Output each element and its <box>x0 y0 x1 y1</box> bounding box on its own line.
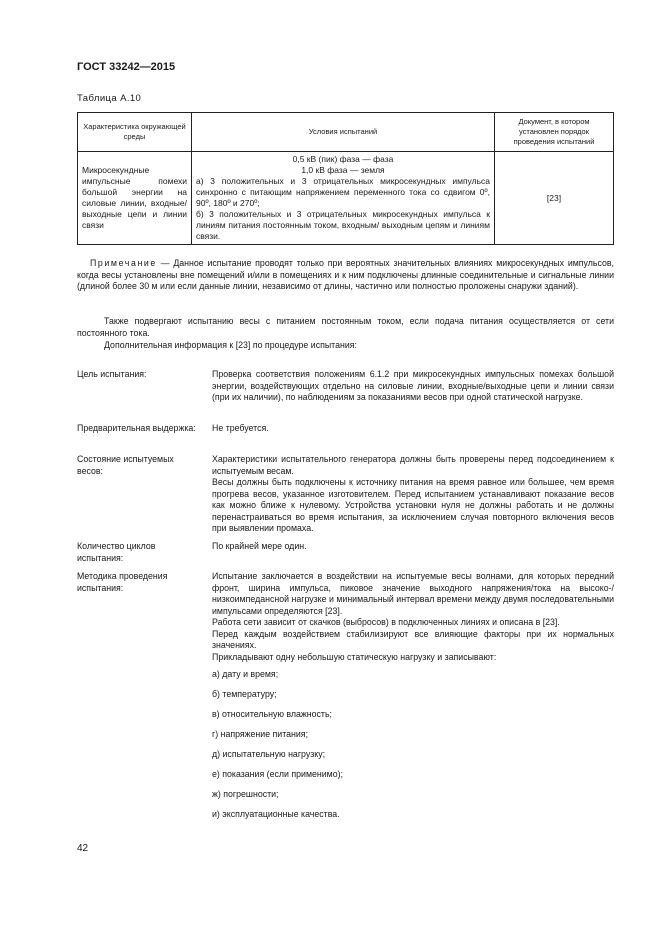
list-item: е) показания (если применимо); <box>212 769 343 779</box>
note-text: — Данное испытание проводят только при вероятных значительных влияниях микросекундных импульсов, когда весы установлены вне помещений и/или в помещениях и к ним подключены длинные соединительные и сигнальные линии (длиной более 30 м или если данные линии, независимо от длины, частично или полностью проложены снаружи зданий). <box>77 258 614 291</box>
note <box>77 258 614 293</box>
list-item: а) дату и время; <box>212 669 279 679</box>
paragraph-additional-info: Дополнительная информация к [23] по процедуре испытания: <box>104 340 357 350</box>
method-text-2: Работа сети зависит от скачков (выбросов) в подключенных линиях и описана в [23]. <box>212 617 560 627</box>
cell-characteristic: Микросекундные импульсные помехи большой энергии на силовые линии, входные/выходные цепи и линии связи <box>78 152 192 245</box>
method-text-1: Испытание заключается в воздействии на испытуемые весы волнами, для которых передний фронт, ширина импульса, пиковое значение выходного напряжения/тока на высоко-/низкоимпедансной нагрузке и минимальный интервал времени между двумя последовательными импульсами определяются [23]. <box>212 571 614 616</box>
cell-conditions <box>192 152 495 245</box>
table-row <box>78 152 614 245</box>
note-label: Примечание <box>90 258 157 268</box>
cycles-label: Количество циклов испытания: <box>77 541 156 563</box>
cell-document: [23] <box>495 152 614 245</box>
method-text <box>212 571 614 663</box>
cond-line1: 0,5 кВ (пик) фаза — фаза <box>292 154 394 164</box>
method-label: Методика проведения испытания: <box>77 571 168 593</box>
list-item: в) относительную влажность; <box>212 709 332 719</box>
precondition-label: Предварительная выдержка: <box>77 423 196 433</box>
table-caption: Таблица А.10 <box>77 93 142 104</box>
method-text-3: Перед каждым воздействием стабилизируют все влияющие факторы при их нормальных значениях. <box>212 628 614 650</box>
method-text-4: Прикладывают одну небольшую статическую нагрузку и записывают: <box>212 651 497 662</box>
table-header-row <box>78 113 614 152</box>
col-header-document: Документ, в котором установлен порядок проведения испытаний <box>495 113 614 152</box>
col-header-conditions: Условия испытаний <box>192 113 495 152</box>
page-number: 42 <box>77 843 89 854</box>
document-title: ГОСТ 33242—2015 <box>77 61 176 73</box>
conditions-table <box>77 112 614 245</box>
list-item: и) эксплуатационные качества. <box>212 809 340 819</box>
state-text <box>212 454 614 535</box>
cond-item-b: б) 3 положительных и 3 отрицательных микросекундных импульса к линиям питания постоянным током, входным/ выходным цепям и линиям связи. <box>196 209 490 241</box>
goal-text: Проверка соответствия положениям 6.1.2 при микросекундных импульсных помехах большой энергии, воздействующих отдельно на силовые линии, входные/выходные цепи и линии связи (при их наличии), по наблюдениям за показаниями весов при одной статической нагрузке. <box>212 369 614 402</box>
paragraph-dc-power: Также подвергают испытанию весы с питанием постоянным током, если подача питания осуществляется от сети постоянного тока. <box>77 316 614 338</box>
cond-line2: 1,0 кВ фаза — земля <box>301 165 385 175</box>
goal-label: Цель испытания: <box>77 369 147 379</box>
state-text-1: Характеристики испытательного генератора должны быть проверены перед подсоединением к испытуемым весам. <box>212 454 614 476</box>
state-label: Состояние испытуемых весов: <box>77 454 174 476</box>
cond-item-a: а) 3 положительных и 3 отрицательных микросекундных импульса синхронно с питающим напряжением переменного тока со сдвигом 0º, 90º, 180º и 270º; <box>196 176 490 208</box>
list-item: г) напряжение питания; <box>212 729 309 739</box>
precondition-text: Не требуется. <box>212 423 269 433</box>
list-item: д) испытательную нагрузку; <box>212 749 326 759</box>
list-item: ж) погрешности; <box>212 789 279 799</box>
state-text-2: Весы должны быть подключены к источнику питания на время равное или большее, чем время прогрева весов, указанное изготовителем. Перед испытанием устанавливают показание весов как можно ближе к нулевому. Устройства установки нуля не должны работать и не должны перенастраиваться во время испытания, за исключением случая повторного включения весов при выявлении промаха. <box>212 477 614 533</box>
col-header-characteristic: Характеристика окружающей среды <box>78 113 192 152</box>
list-item: б) температуру; <box>212 689 277 699</box>
cycles-text: По крайней мере один. <box>212 541 307 551</box>
